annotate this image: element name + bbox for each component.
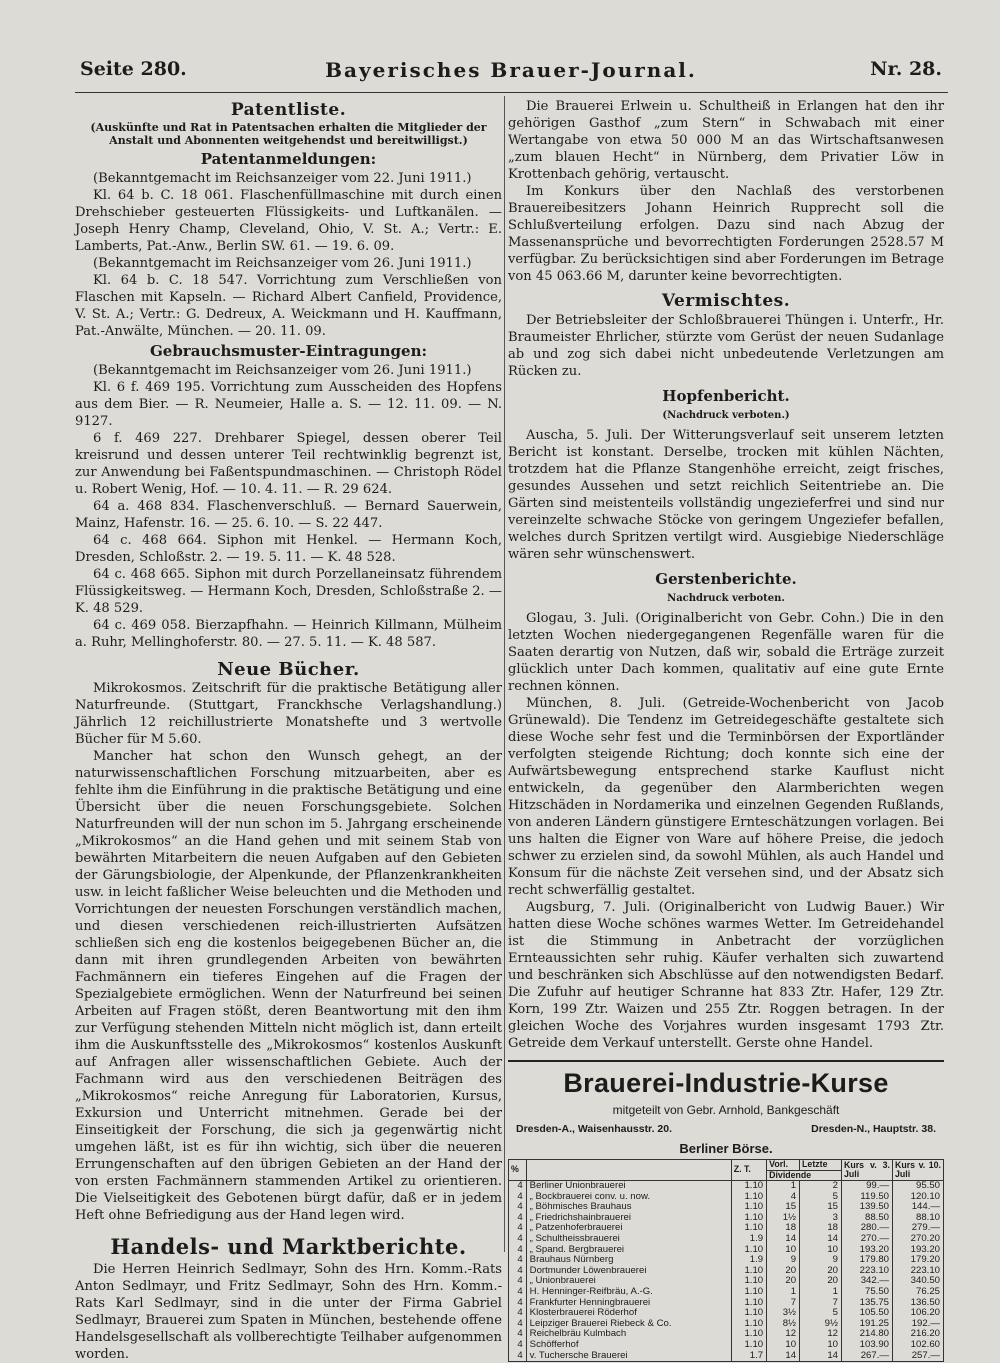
table-cell: 4 xyxy=(509,1255,527,1266)
table-cell: 4 xyxy=(767,1192,800,1203)
table-cell: 10 xyxy=(767,1245,800,1256)
ad-address-right: Dresden-N., Hauptstr. 38. xyxy=(811,1123,936,1135)
table-cell: 1 xyxy=(800,1287,842,1298)
hopfen-subtitle: (Nachdruck verboten.) xyxy=(662,410,790,421)
table-cell: 103.90 xyxy=(842,1340,893,1351)
table-cell: 193.20 xyxy=(893,1245,944,1256)
table-cell: 280.— xyxy=(842,1223,893,1234)
table-cell: 4 xyxy=(509,1181,527,1192)
paragraph: (Bekanntgemacht im Reichsanzeiger vom 26. Juni 1911.) xyxy=(93,256,472,271)
table-header-row xyxy=(509,1160,944,1171)
table-cell: 9½ xyxy=(800,1319,842,1330)
paragraph: (Bekanntgemacht im Reichsanzeiger vom 22. Juni 1911.) xyxy=(93,171,472,186)
paragraph: (Bekanntgemacht im Reichsanzeiger vom 26. Juni 1911.) xyxy=(93,363,472,378)
table-cell: Frankfurter Henningbrauerei xyxy=(526,1298,731,1309)
table-cell: „ Unionbrauerei xyxy=(526,1276,731,1287)
left-column xyxy=(75,98,502,1363)
table-cell: 1.10 xyxy=(731,1266,766,1277)
table-cell: 15 xyxy=(767,1202,800,1213)
gersten-subtitle: Nachdruck verboten. xyxy=(667,593,785,604)
table-cell: H. Henninger-Reifbräu, A.-G. xyxy=(526,1287,731,1298)
page-header xyxy=(80,58,942,88)
ad-boerse-title: Berliner Börse. xyxy=(679,1141,773,1156)
table-cell: Reichelbräu Kulmbach xyxy=(526,1329,731,1340)
table-row xyxy=(509,1329,944,1340)
col-header-name xyxy=(526,1160,731,1181)
table-cell: 14 xyxy=(800,1351,842,1362)
table-cell: 191.25 xyxy=(842,1319,893,1330)
table-cell: 7 xyxy=(800,1298,842,1309)
paragraph: 64 c. 469 058. Bierzapfhahn. — Heinrich Killmann, Mülheim a. Ruhr, Mellinghoferstr. 80. — 27. 5. 11. — K. 48 587. xyxy=(75,618,502,650)
ad-address-left: Dresden-A., Waisenhausstr. 20. xyxy=(516,1123,672,1135)
table-cell: 14 xyxy=(800,1234,842,1245)
table-cell: 1.10 xyxy=(731,1276,766,1287)
right-column xyxy=(508,98,944,1362)
col-header-kurs1: Kurs v. 3. Juli xyxy=(842,1160,893,1181)
table-cell: 10 xyxy=(800,1340,842,1351)
table-cell: 20 xyxy=(767,1266,800,1277)
table-cell: 4 xyxy=(509,1351,527,1362)
kurs-table xyxy=(508,1159,944,1362)
table-cell: 4 xyxy=(509,1340,527,1351)
table-cell: 4 xyxy=(509,1213,527,1224)
table-cell: 5 xyxy=(800,1192,842,1203)
paragraph: Augsburg, 7. Juli. (Originalbericht von Ludwig Bauer.) Wir hatten diese Woche schönes warmes Wetter. Im Getreidehandel ist die Stimmung in Anbetracht der vorzüglichen Ernteaussichten sehr ruhig. Käufer verhalten sich zuwartend und beschränken sich Abschlüsse auf den notwendigsten Bedarf. Die Zufuhr auf heutiger Schranne hat 833 Ztr. Hafer, 129 Ztr. Korn, 199 Ztr. Waizen und 255 Ztr. Roggen betragen. In der gleichen Woche des Vorjahres wurden insgesamt 1793 Ztr. Getreide dem Verkauf unterstellt. Gerste ohne Handel. xyxy=(508,900,944,1051)
table-cell: 95.50 xyxy=(893,1181,944,1192)
table-cell: 9 xyxy=(767,1255,800,1266)
table-cell: 20 xyxy=(800,1276,842,1287)
table-cell: 342.— xyxy=(842,1276,893,1287)
table-cell: 1.10 xyxy=(731,1245,766,1256)
paragraph: Kl. 64 b. C. 18 547. Vorrichtung zum Verschließen von Flaschen mit Kapseln. — Richard Albert Canfield, Providence, V. St. A.; Vertr.: G. Dedreux, A. Weickmann und H. Kauffmann, Pat.-Anwälte, München. — 20. 11. 09. xyxy=(75,273,502,339)
section-title-vermischtes: Vermischtes. xyxy=(661,291,791,311)
table-cell: „ Bockbrauerei conv. u. now. xyxy=(526,1192,731,1203)
table-cell: Schöfferhof xyxy=(526,1340,731,1351)
table-cell: 76.25 xyxy=(893,1287,944,1298)
table-cell: 1.10 xyxy=(731,1340,766,1351)
table-cell: 4 xyxy=(509,1223,527,1234)
table-cell: 1.10 xyxy=(731,1223,766,1234)
table-cell: Berliner Unionbrauerei xyxy=(526,1181,731,1192)
paragraph: Mikrokosmos. Zeitschrift für die praktische Betätigung aller Naturfreunde. (Stuttgart, Franckhsche Verlagshandlung.) Jährlich 12 reichillustrierte Monatshefte und 3 wertvolle Bücher für M 5.60. xyxy=(75,681,502,747)
table-cell: Dortmunder Löwenbrauerei xyxy=(526,1266,731,1277)
table-cell: 105.50 xyxy=(842,1308,893,1319)
table-cell: 106.20 xyxy=(893,1308,944,1319)
table-cell: 1 xyxy=(767,1287,800,1298)
table-row xyxy=(509,1340,944,1351)
col-header-kurs2: Kurs v. 10. Juli xyxy=(893,1160,944,1181)
table-cell: 5 xyxy=(800,1308,842,1319)
table-cell: 1.10 xyxy=(731,1319,766,1330)
table-cell: 3 xyxy=(800,1213,842,1224)
section-title-buecher: Neue Bücher. xyxy=(217,659,360,680)
table-cell: 4 xyxy=(509,1308,527,1319)
table-cell: 4 xyxy=(509,1298,527,1309)
table-cell: 8½ xyxy=(767,1319,800,1330)
table-cell: 1.10 xyxy=(731,1308,766,1319)
table-cell: 20 xyxy=(800,1266,842,1277)
table-cell: 270.20 xyxy=(893,1234,944,1245)
table-cell: 223.10 xyxy=(893,1266,944,1277)
table-cell: 1.7 xyxy=(731,1351,766,1362)
table-cell: 136.50 xyxy=(893,1298,944,1309)
col-header-dividende: Dividende xyxy=(767,1170,842,1181)
table-cell: 193.20 xyxy=(842,1245,893,1256)
section-title-anmeldungen: Patentanmeldungen: xyxy=(200,150,377,168)
table-cell: 20 xyxy=(767,1276,800,1287)
table-cell: „ Friedrichshainbrauerei xyxy=(526,1213,731,1224)
table-cell: Leipziger Brauerei Riebeck & Co. xyxy=(526,1319,731,1330)
ad-subtitle: mitgeteilt von Gebr. Arnhold, Bankgeschäft xyxy=(612,1103,840,1117)
table-cell: 18 xyxy=(767,1223,800,1234)
section-title-hopfen: Hopfenbericht. xyxy=(662,387,790,405)
table-cell: 1.9 xyxy=(731,1234,766,1245)
paragraph: Im Konkurs über den Nachlaß des verstorbenen Brauereibesitzers Johann Heinrich Rupprecht soll die Schlußverteilung erfolgen. Dazu sind nach Abzug der Massenansprüche und bevorrechtigten Forderungen 2528.57 M verfügbar. Zu berücksichtigen sind aber Forderungen im Betrage von 45 063.66 M, darunter keine bevorrechtigten. xyxy=(508,184,944,284)
patentliste-note: (Auskünfte und Rat in Patentsachen erhalten die Mitglieder der Anstalt und Abonnenten weitgehendst und bereitwilligst.) xyxy=(90,121,487,147)
table-cell: 102.60 xyxy=(893,1340,944,1351)
ad-title: Brauerei-Industrie-Kurse xyxy=(563,1068,889,1098)
col-header-vorl: Vorl. xyxy=(767,1160,800,1171)
table-cell: 1½ xyxy=(767,1213,800,1224)
paragraph: Mancher hat schon den Wunsch gehegt, an der naturwissenschaftlichen Forschung mitzuarbeiten, aber es fehlte ihm die Einführung in die praktische Betätigung und eine Übersicht über die neuen Forschungsgebiete. Solchen Naturfreunden will der nun schon im 5. Jahrgang erscheinende „Mikrokosmos“ an die Hand gehen und mit seinem Stab von bewährten Mitarbeitern die neuen Aufgaben auf den Gebieten der Gärungsbiologie, der Alpenkunde, der Pflanzenkrankheiten usw. in leicht faßlicher Weise beleuchten und die Methoden und Vorrichtungen der neuesten Forschungen verständlich machen, und diesen verschiedenen reich-illustrierten Aufsätzen schließen sich eng die kostenlos beigegebenen Bücher an, die dann mit ihren grundlegenden Arbeiten von bewährten Fachmännern ein tieferes Eingehen auf die Fragen der Spezialgebiete ermöglichen. Wenn der Naturfreund bei seinen Arbeiten auf Fragen stößt, deren Beantwortung mit den ihm zur Verfügung stehenden Mitteln nicht möglich ist, dann erteilt ihm die Auskunftsstelle des „Mikrokosmos“ kostenlos Auskunft auf Anfragen aller wissenschaftlichen Gebiete. Auch der Fachmann wird aus den verschiedenen Beiträgen des „Mikrokosmos“ reiche Anregung für Laboratorien, Kursus, Exkursion und Unterricht mitnehmen. Gerade bei der Einseitigkeit der Forschung, die sich ja gegenwärtig nicht umgehen läßt, ist es für ihn wichtig, sich über die neueren Errungenschaften auf den übrigen Gebieten an der Hand der von ersten Fachmännern stammenden Artikel zu orientieren. Die Vielseitigkeit des Gebotenen bürgt dafür, daß er in jedem Heft ohne Befriedigung aus der Hand legen wird. xyxy=(75,749,502,1223)
header-rule xyxy=(75,92,948,93)
table-cell: 99.— xyxy=(842,1181,893,1192)
table-cell: 120.10 xyxy=(893,1192,944,1203)
table-cell: 139.50 xyxy=(842,1202,893,1213)
table-cell: 192.— xyxy=(893,1319,944,1330)
table-cell: 75.50 xyxy=(842,1287,893,1298)
table-cell: 4 xyxy=(509,1266,527,1277)
table-cell: 216.20 xyxy=(893,1329,944,1340)
table-cell: Brauhaus Nürnberg xyxy=(526,1255,731,1266)
table-cell: 119.50 xyxy=(842,1192,893,1203)
table-cell: 223.10 xyxy=(842,1266,893,1277)
table-cell: 88.50 xyxy=(842,1213,893,1224)
table-row xyxy=(509,1234,944,1245)
table-cell: 279.— xyxy=(893,1223,944,1234)
advertisement-kurse xyxy=(508,1060,944,1362)
table-cell: v. Tuchersche Brauerei xyxy=(526,1351,731,1362)
table-cell: 144.— xyxy=(893,1202,944,1213)
table-cell: 1.9 xyxy=(731,1255,766,1266)
table-cell: 179.80 xyxy=(842,1255,893,1266)
table-cell: „ Schultheissbrauerei xyxy=(526,1234,731,1245)
table-cell: 15 xyxy=(800,1202,842,1213)
col-header-letzte: Letzte xyxy=(800,1160,842,1171)
paragraph: 6 f. 469 227. Drehbarer Spiegel, dessen oberer Teil kreisrund und dessen unterer Teil rechtwinklig begrenzt ist, zur Anwendung bei Faßentspundmaschinen. — Christoph Rödel u. Robert Wenig, Hof. — 10. 4. 11. — R. 29 624. xyxy=(75,431,502,497)
table-cell: 4 xyxy=(509,1202,527,1213)
section-title-gersten: Gerstenberichte. xyxy=(655,570,797,588)
table-cell: 4 xyxy=(509,1234,527,1245)
page-number: Seite 280. xyxy=(80,58,187,80)
table-cell: 10 xyxy=(767,1340,800,1351)
table-cell: 2 xyxy=(800,1181,842,1192)
table-cell: Klosterbrauerei Röderhof xyxy=(526,1308,731,1319)
paragraph: Glogau, 3. Juli. (Originalbericht von Gebr. Cohn.) Die in den letzten Wochen niedergegangenen Regenfälle waren für die Saaten derartig von Nutzen, daß wir, sobald die Erträge zurzeit glücklich unter Dach kommen, qualitativ auf eine gute Ernte rechnen können. xyxy=(508,611,944,694)
table-cell: „ Patzenhoferbrauerei xyxy=(526,1223,731,1234)
col-header-percent: % xyxy=(509,1160,527,1181)
table-cell: 1.10 xyxy=(731,1287,766,1298)
table-row xyxy=(509,1351,944,1362)
table-cell: 3½ xyxy=(767,1308,800,1319)
table-cell: 267.— xyxy=(842,1351,893,1362)
table-cell: 340.50 xyxy=(893,1276,944,1287)
section-title-handel: Handels- und Marktberichte. xyxy=(110,1234,467,1259)
paragraph: 64 a. 468 834. Flaschenverschluß. — Bernard Sauerwein, Mainz, Hafenstr. 16. — 25. 6. 10. — S. 22 447. xyxy=(75,499,502,531)
table-cell: 135.75 xyxy=(842,1298,893,1309)
col-header-zt: Z. T. xyxy=(731,1160,766,1181)
paragraph: 64 c. 468 665. Siphon mit durch Porzellaneinsatz führendem Flüssigkeitsweg. — Hermann Koch, Dresden, Schloßstraße 2. — K. 48 529. xyxy=(75,567,502,616)
table-cell: 12 xyxy=(800,1329,842,1340)
table-cell: 14 xyxy=(767,1351,800,1362)
table-row xyxy=(509,1287,944,1298)
table-row xyxy=(509,1181,944,1192)
table-cell: „ Böhmisches Brauhaus xyxy=(526,1202,731,1213)
issue-number: Nr. 28. xyxy=(870,58,942,80)
table-cell: 18 xyxy=(800,1223,842,1234)
table-cell: 1.10 xyxy=(731,1213,766,1224)
table-cell: 4 xyxy=(509,1329,527,1340)
paragraph: Der Betriebsleiter der Schloßbrauerei Thüngen i. Unterfr., Hr. Braumeister Ehrlicher, stürzte vom Gerüst der neuen Sudanlage ab und zog sich dabei nicht unbedeutende Verletzungen am Rücken zu. xyxy=(508,313,944,379)
paragraph: 64 c. 468 664. Siphon mit Henkel. — Hermann Koch, Dresden, Schloßstr. 2. — 19. 5. 11. — K. 48 528. xyxy=(75,533,502,565)
column-divider xyxy=(504,96,505,1252)
paragraph: Die Brauerei Erlwein u. Schultheiß in Erlangen hat den ihr gehörigen Gasthof „zum Stern“ in Schwabach mit einer Wertangabe von etwa 50 000 M an das Wirtschaftsanwesen „zum blauen Hecht“ in Nürnberg, dem Privatier Löw in Krottenbach gehörig, vertauscht. xyxy=(508,99,944,182)
table-row xyxy=(509,1308,944,1319)
table-cell: 4 xyxy=(509,1276,527,1287)
table-cell: 270.— xyxy=(842,1234,893,1245)
table-cell: 4 xyxy=(509,1287,527,1298)
table-cell: 4 xyxy=(509,1245,527,1256)
paragraph: Die Herren Heinrich Sedlmayr, Sohn des Hrn. Komm.-Rats Anton Sedlmayr, und Fritz Sedlmayr, Sohn des Hrn. Komm.-Rats Karl Sedlmayr, sind in die unter der Firma Gabriel Sedlmayr, Brauerei zum Spaten in München, bestehende offene Handelsgesellschaft als vollberechtigte Teilhaber aufgenommen worden. xyxy=(75,1262,502,1362)
table-cell: 1.10 xyxy=(731,1202,766,1213)
table-cell: 88.10 xyxy=(893,1213,944,1224)
table-cell: 9 xyxy=(800,1255,842,1266)
paragraph: Kl. 6 f. 469 195. Vorrichtung zum Ausscheiden des Hopfens aus dem Bier. — R. Neumeier, Halle a. S. — 12. 11. 09. — N. 9127. xyxy=(75,380,502,429)
ad-addresses xyxy=(508,1119,944,1138)
table-cell: 179.20 xyxy=(893,1255,944,1266)
table-row xyxy=(509,1319,944,1330)
table-cell: 1.10 xyxy=(731,1192,766,1203)
table-cell: 14 xyxy=(767,1234,800,1245)
paragraph: Kl. 64 b. C. 18 061. Flaschenfüllmaschine mit durch einen Drehschieber gesteuerten Flüssigkeits- und Luftkanälen. — Joseph Henry Champ, Cleveland, Ohio, V. St. A.; Vertr.: E. Lamberts, Pat.-Anw., Berlin SW. 61. — 19. 6. 09. xyxy=(75,188,502,254)
section-title-gebrauchsmuster: Gebrauchsmuster-Eintragungen: xyxy=(149,342,428,360)
table-cell: 4 xyxy=(509,1192,527,1203)
paragraph: Auscha, 5. Juli. Der Witterungsverlauf seit unserem letzten Bericht ist konstant. Derselbe, trocken mit kühlen Nächten, trotzdem hat die Pflanze Stangenhöhe erreicht, zeigt frisches, gesundes Aussehen und setzt reichlich Seitentriebe an. Die Gärten sind meistenteils vollständig ungezieferfrei und sind nur vereinzelte schwache Stöcke von geringem Ungeziefer befallen, welches durch Spritzen vertilgt wird. Ausgiebige Niederschläge wären sehr wünschenswert. xyxy=(508,428,944,562)
table-cell: 214.80 xyxy=(842,1329,893,1340)
section-title-patentliste: Patentliste. xyxy=(230,100,347,120)
table-cell: 1.10 xyxy=(731,1181,766,1192)
journal-title: Bayerisches Brauer-Journal. xyxy=(325,58,697,82)
paragraph: München, 8. Juli. (Getreide-Wochenbericht von Jacob Grünewald). Die Tendenz im Getreidegeschäfte gestaltete sich diese Woche sehr fest und die Terminbörsen der Exportländer verfolgten steigende Richtung; doch konnte sich eine der Aufwärtsbewegung entsprechend starke Kauflust nicht entwickeln, da gegenüber den Alarmberichten wegen Hitzschäden in Nordamerika und einzelnen Gegenden Rußlands, von anderen Ländern günstigere Ernteschätzungen vorlagen. Bei uns halten die Eigner von Ware auf höhere Preise, die jedoch schwer zu erzielen sind, da sowohl Mühlen, als auch Handel und Konsum für die nächste Zeit versehen sind, und der Absatz sich recht schwerfällig gestaltet. xyxy=(508,696,944,898)
table-cell: 257.— xyxy=(893,1351,944,1362)
table-cell: 1.10 xyxy=(731,1329,766,1340)
table-cell: 10 xyxy=(800,1245,842,1256)
table-cell: 7 xyxy=(767,1298,800,1309)
table-cell: 1.10 xyxy=(731,1298,766,1309)
table-cell: 4 xyxy=(509,1319,527,1330)
table-cell: 12 xyxy=(767,1329,800,1340)
kurs-table-body xyxy=(509,1181,944,1362)
table-cell: „ Spand. Bergbrauerei xyxy=(526,1245,731,1256)
table-cell: 1 xyxy=(767,1181,800,1192)
